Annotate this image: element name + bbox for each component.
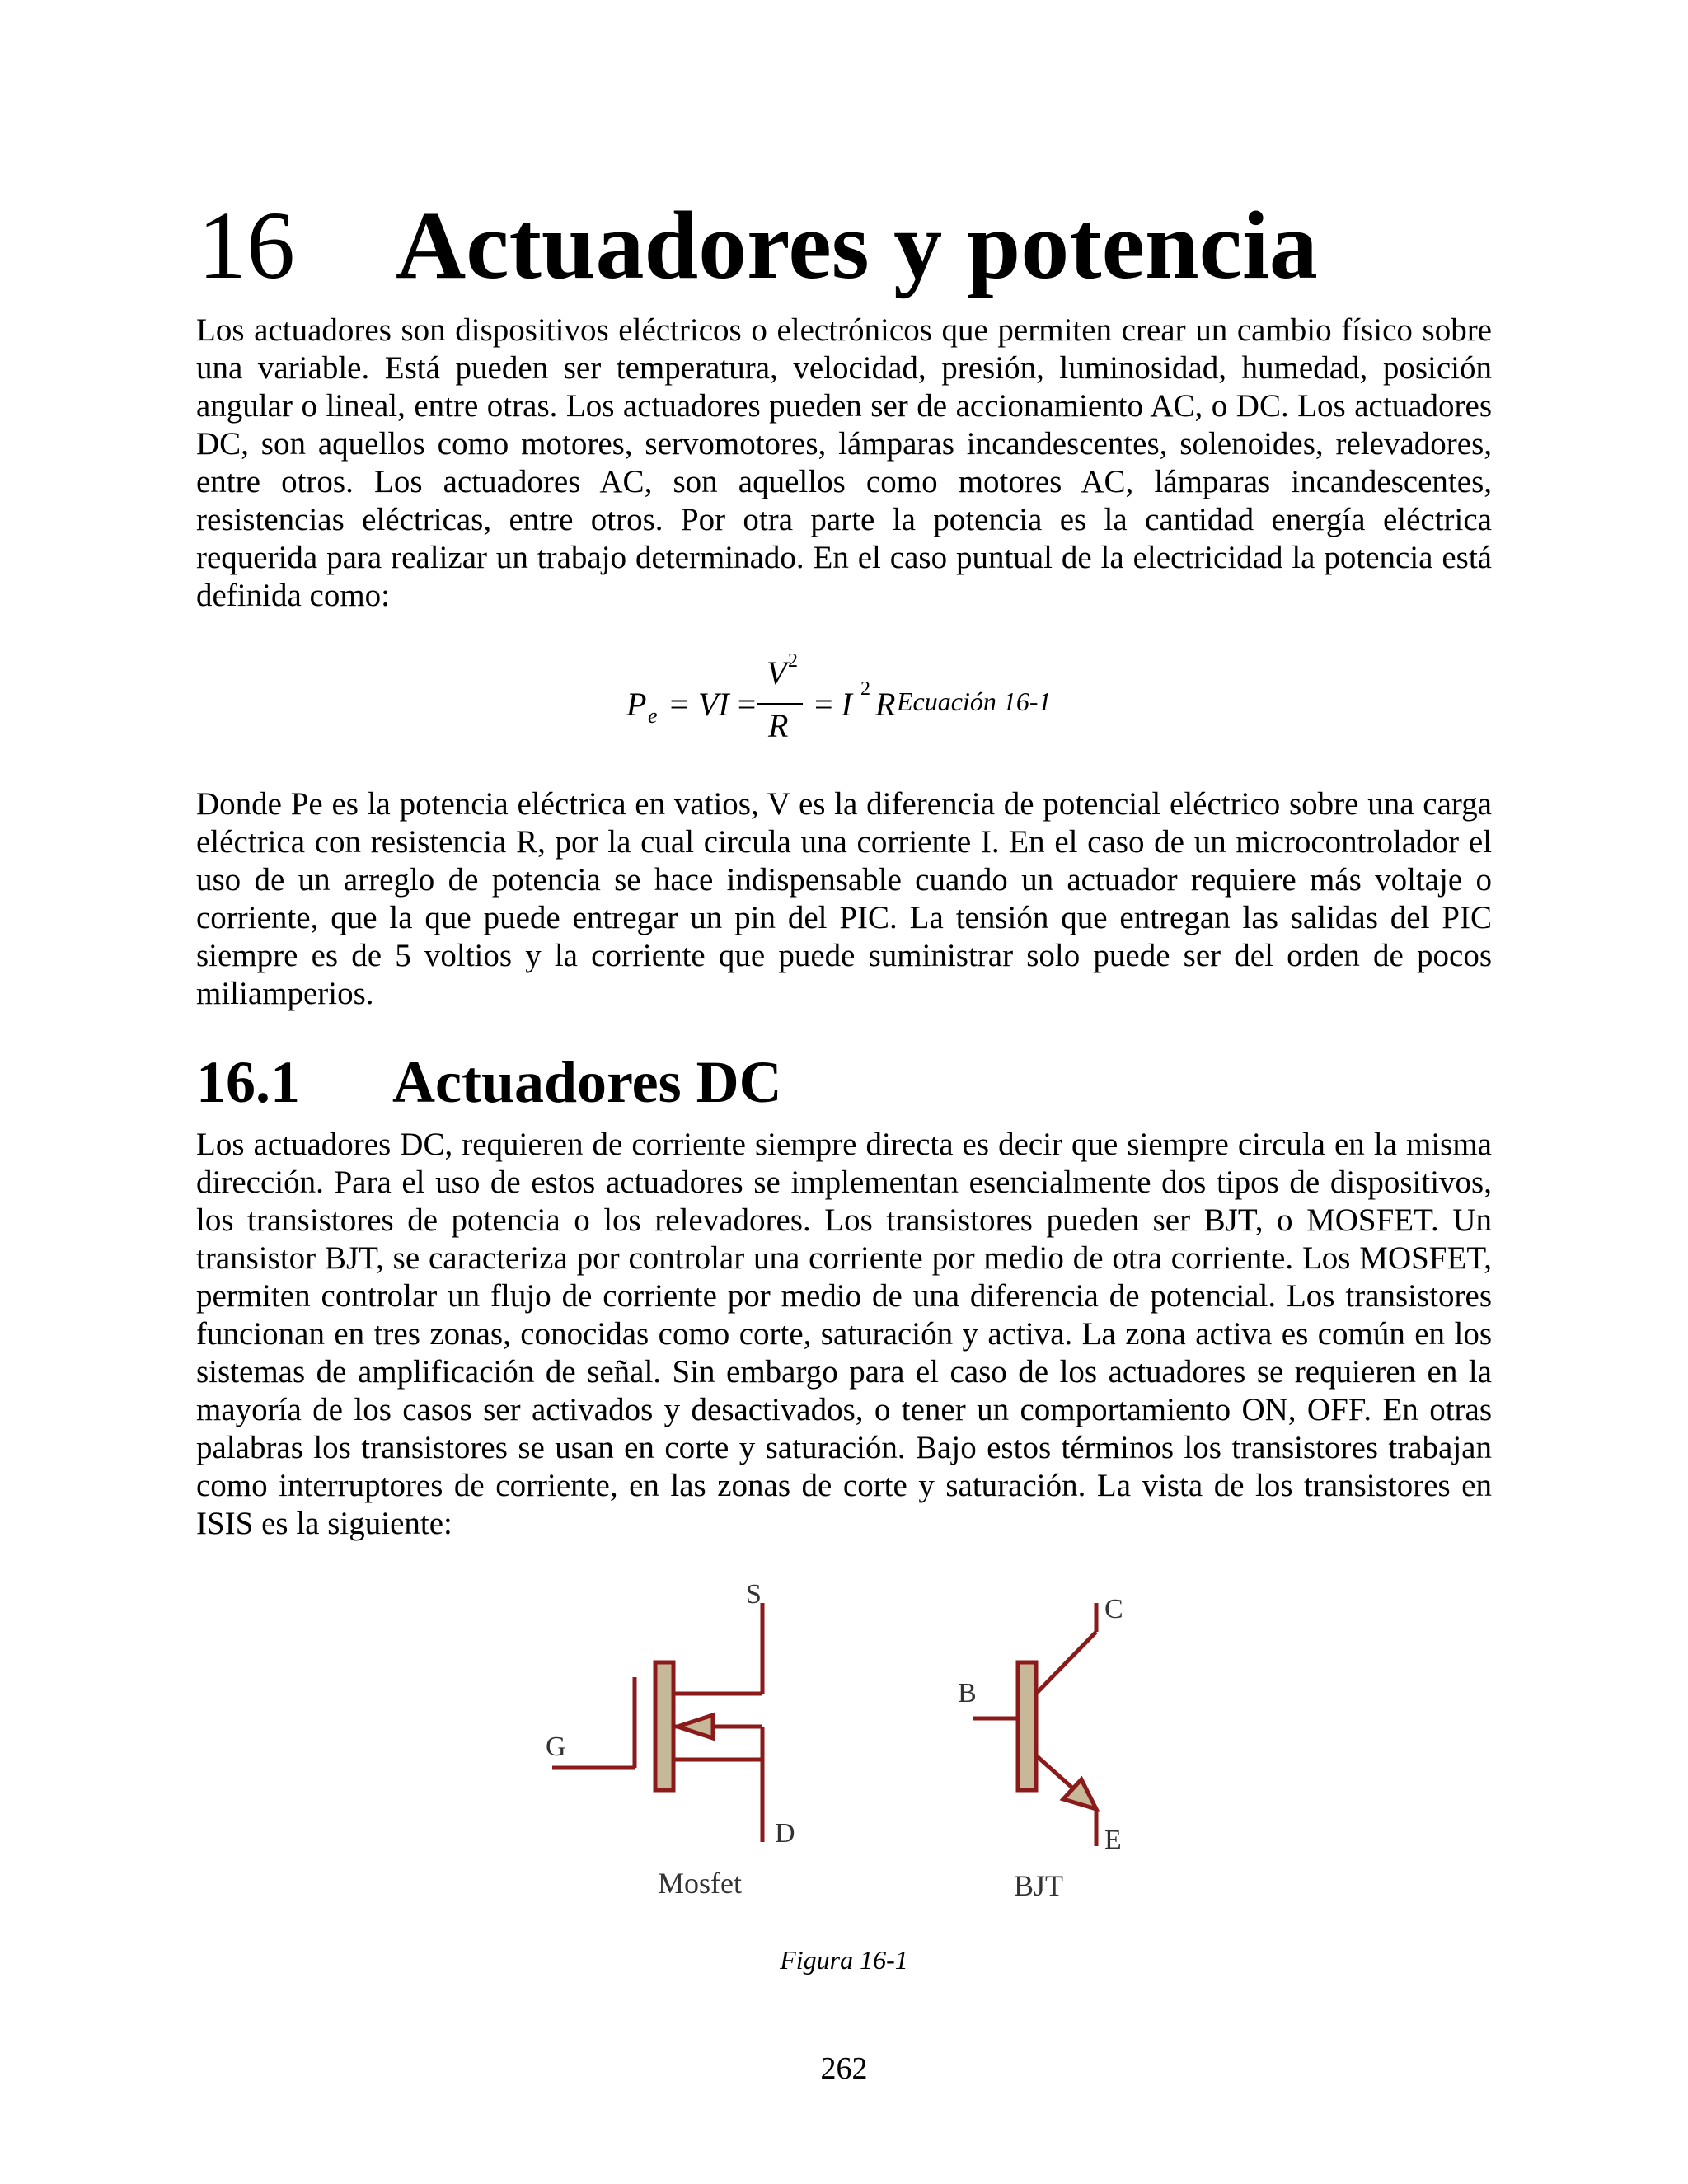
figure-caption: Figura 16-1 xyxy=(780,1945,908,1975)
power-paragraph: Donde Pe es la potencia eléctrica en vatios, V es la diferencia de potencial eléctrico sobre una carga eléctrica con resistencia R, por la cual circula una corriente I. En el caso de un microcontrolador el uso de un arreglo de potencia se hace indispensable cuando un actuador requiere más voltaje o corriente, que la que puede entregar un pin del PIC. La tensión que entregan las salidas del PIC siempre es de 5 voltios y la corriente que puede suministrar solo puede ser del orden de pocos miliamperios. xyxy=(196,786,1492,1011)
section-number: 16.1 xyxy=(196,1049,300,1115)
bjt-symbol xyxy=(973,1603,1096,1846)
bjt-pin-c: C xyxy=(1104,1594,1123,1624)
mosfet-pin-d: D xyxy=(775,1818,795,1849)
bjt-pin-e: E xyxy=(1104,1825,1122,1855)
bjt-collector-diag xyxy=(1036,1632,1096,1694)
eq-vi: = VI = xyxy=(668,686,757,723)
chapter-number: 16 xyxy=(198,191,295,299)
page-number: 262 xyxy=(820,2051,868,2086)
bjt-pin-b: B xyxy=(958,1678,977,1708)
bjt-label: BJT xyxy=(1014,1869,1064,1902)
eq-numerator: V xyxy=(767,654,787,691)
fraction-bar xyxy=(757,703,803,705)
mosfet-symbol xyxy=(552,1603,762,1842)
dc-actuators-paragraph: Los actuadores DC, requieren de corriente siempre directa es decir que siempre circula en la misma dirección. Para el uso de estos actuadores se implementan esencialmente dos tipos de dispositivos, los transistores de potencia o los relevadores. Los transistores pueden ser BJT, o MOSFET. Un transistor BJT, se caracteriza por controlar una corriente por medio de otra corriente. Los MOSFET, permiten controlar un flujo de corriente por medio de una diferencia de potencial. Los transistores funcionan en tres zonas, conocidas como corte, saturación y activa. La zona activa es común en los sistemas de amplificación de señal. Sin embargo para el caso de los actuadores se requieren en la mayoría de los casos ser activados y desactivados, o tener un comportamiento ON, OFF. En otras palabras los transistores se usan en corte y saturación. Bajo estos términos los transistores trabajan como interruptores de corriente, en las zonas de corte y saturación. La vista de los transistores en ISIS es la siguiente: xyxy=(196,1127,1492,1541)
section-title-text: Actuadores DC xyxy=(392,1049,782,1115)
eq-denominator: R xyxy=(768,707,789,744)
eq-p-sub: e xyxy=(648,704,658,728)
bjt-base xyxy=(1018,1662,1036,1790)
eq-p: P xyxy=(626,686,647,723)
transistor-figure xyxy=(528,1570,1203,1924)
eq-numerator-sup: 2 xyxy=(788,650,798,672)
mosfet-pin-g: G xyxy=(546,1732,566,1762)
chapter-title-text: Actuadores y potencia xyxy=(396,191,1318,299)
eq-r: R xyxy=(875,686,896,723)
mosfet-arrow xyxy=(678,1715,713,1738)
chapter-title xyxy=(198,188,1318,303)
eq-i-sup: 2 xyxy=(860,678,870,700)
intro-paragraph: Los actuadores son dispositivos eléctricos o electrónicos que permiten crear un cambio físico sobre una variable. Está pueden ser temperatura, velocidad, presión, luminosidad, humedad, posición angular o lineal, entre otras. Los actuadores pueden ser de accionamiento AC, o DC. Los actuadores DC, son aquellos como motores, servomotores, lámparas incandescentes, solenoides, relevadores, entre otros. Los actuadores AC, son aquellos como motores AC, lámparas incandescentes, resistencias eléctricas, entre otros. Por otra parte la potencia es la cantidad energía eléctrica requerida para realizar un trabajo determinado. En el caso puntual de la electricidad la potencia está definida como: xyxy=(196,312,1492,613)
equation-label: Ecuación 16-1 xyxy=(897,687,1052,716)
mosfet-label: Mosfet xyxy=(658,1867,742,1900)
mosfet-channel xyxy=(655,1662,673,1790)
section-title xyxy=(196,1045,782,1119)
mosfet-pin-s: S xyxy=(746,1579,762,1610)
eq-i2r: = I xyxy=(814,686,852,723)
